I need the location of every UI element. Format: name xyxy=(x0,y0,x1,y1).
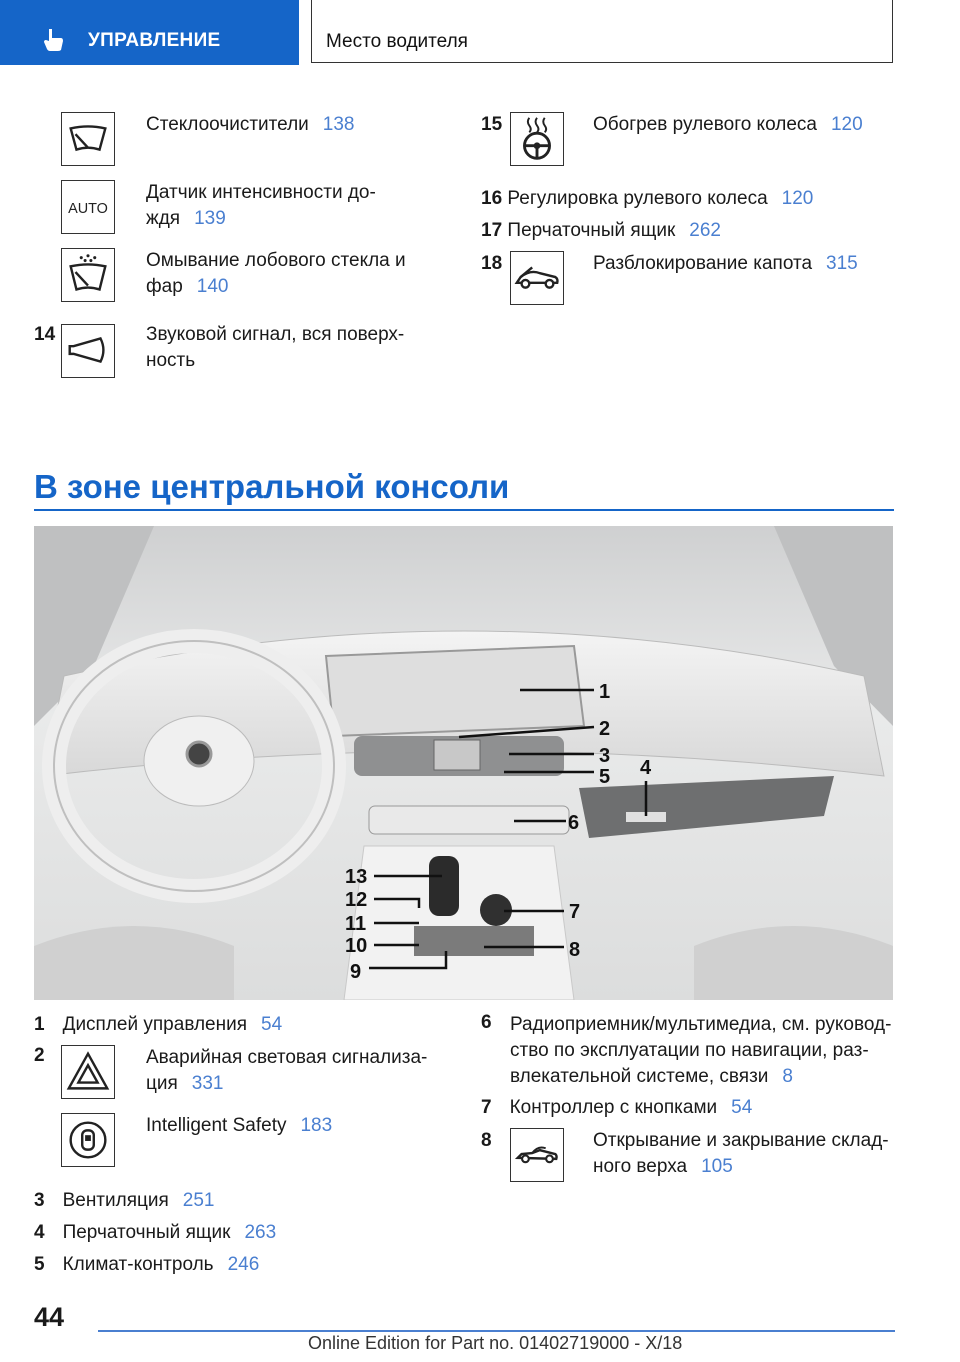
page-link[interactable]: 8 xyxy=(782,1066,793,1087)
steering-heat-icon xyxy=(510,112,564,166)
callout-1: 1 xyxy=(599,681,611,703)
washer-icon xyxy=(61,248,115,302)
horn-icon xyxy=(61,324,115,378)
page-link[interactable]: 54 xyxy=(261,1014,283,1035)
item-number: 18 xyxy=(481,253,503,274)
list-item: Обогрев рулевого колеса 120 xyxy=(593,114,863,135)
page-link[interactable]: 251 xyxy=(182,1190,215,1211)
callout-3: 3 xyxy=(599,745,611,767)
section-title: В зоне центральной консоли xyxy=(34,468,510,505)
wiper-icon xyxy=(61,112,115,166)
auto-rain-sensor-icon xyxy=(61,180,115,234)
callout-4: 4 xyxy=(640,757,652,779)
intelligent-safety-icon xyxy=(61,1113,115,1167)
list-item: Разблокирование капота 315 xyxy=(593,253,858,274)
section-divider xyxy=(34,509,894,511)
page-link[interactable]: 120 xyxy=(781,188,814,209)
callout-10: 10 xyxy=(345,935,368,957)
cockpit-photo xyxy=(34,526,893,1000)
item-number: 6 xyxy=(481,1012,492,1033)
page-link[interactable]: 262 xyxy=(689,220,721,241)
callout-9: 9 xyxy=(350,961,362,983)
section-tab[interactable] xyxy=(0,0,299,65)
list-item: 7 Контроллер с кнопками 54 xyxy=(481,1097,753,1118)
list-item: 16 Регулировка рулевого колеса 120 xyxy=(481,188,814,209)
page-link[interactable]: 139 xyxy=(194,208,226,229)
page-link[interactable]: 315 xyxy=(826,253,858,274)
callout-13: 13 xyxy=(345,866,368,888)
callout-8: 8 xyxy=(569,939,581,961)
list-item: 3 Вентиляция 251 xyxy=(34,1190,215,1211)
callout-5: 5 xyxy=(599,766,611,788)
svg-text:AUTO: AUTO xyxy=(68,200,108,217)
footer-divider xyxy=(98,1330,895,1332)
page-link[interactable]: 140 xyxy=(196,276,229,297)
callout-12: 12 xyxy=(345,889,368,911)
page-link[interactable]: 246 xyxy=(227,1254,260,1275)
hood-release-icon xyxy=(510,251,564,305)
chapter-title: Место водителя xyxy=(326,31,468,52)
page-link[interactable]: 138 xyxy=(322,114,355,135)
list-item: Датчик интенсивности до- ждя 139 xyxy=(146,182,376,229)
list-item: Intelligent Safety 183 xyxy=(146,1115,333,1136)
list-item: Звуковой сигнал, вся поверх- ность xyxy=(146,324,405,371)
callout-2: 2 xyxy=(599,718,611,740)
item-number: 2 xyxy=(34,1045,45,1066)
convertible-top-icon xyxy=(510,1128,564,1182)
list-item: Стеклоочистители 138 xyxy=(146,114,355,135)
list-item: 1 Дисплей управления 54 xyxy=(34,1014,283,1035)
chapter-header xyxy=(311,0,893,63)
hazard-icon xyxy=(61,1045,115,1099)
page-link[interactable]: 331 xyxy=(191,1073,224,1094)
item-number: 14 xyxy=(34,324,56,345)
page-link[interactable]: 105 xyxy=(701,1156,733,1177)
list-item: Открывание и закрывание склад- ного верха 105 xyxy=(593,1130,889,1177)
section-label: УПРАВЛЕНИЕ xyxy=(88,30,221,51)
callout-11: 11 xyxy=(345,913,367,935)
item-number: 8 xyxy=(481,1130,492,1151)
list-item: 4 Перчаточный ящик 263 xyxy=(34,1222,277,1243)
list-item: Радиоприемник/мультимедиа, см. руковод- ство по эксплуатации по навигации, раз- влекательной системе, связи 8 xyxy=(510,1014,892,1087)
list-item: 5 Климат-контроль 246 xyxy=(34,1254,260,1275)
list-item: Омывание лобового стекла и фар 140 xyxy=(146,250,406,297)
callout-6: 6 xyxy=(568,812,580,834)
page-number: 44 xyxy=(34,1302,65,1332)
footer-text: Online Edition for Part no. 01402719000 - X/18 xyxy=(308,1333,683,1353)
hand-pointer-icon xyxy=(42,28,64,52)
item-number: 15 xyxy=(481,114,503,135)
page-link[interactable]: 183 xyxy=(300,1115,333,1136)
list-item: 17 Перчаточный ящик 262 xyxy=(481,220,721,241)
list-item: Аварийная световая сигнализа- ция 331 xyxy=(146,1047,428,1094)
page-link[interactable]: 120 xyxy=(830,114,863,135)
page-link[interactable]: 54 xyxy=(731,1097,753,1118)
callout-7: 7 xyxy=(569,901,581,923)
page-link[interactable]: 263 xyxy=(244,1222,277,1243)
